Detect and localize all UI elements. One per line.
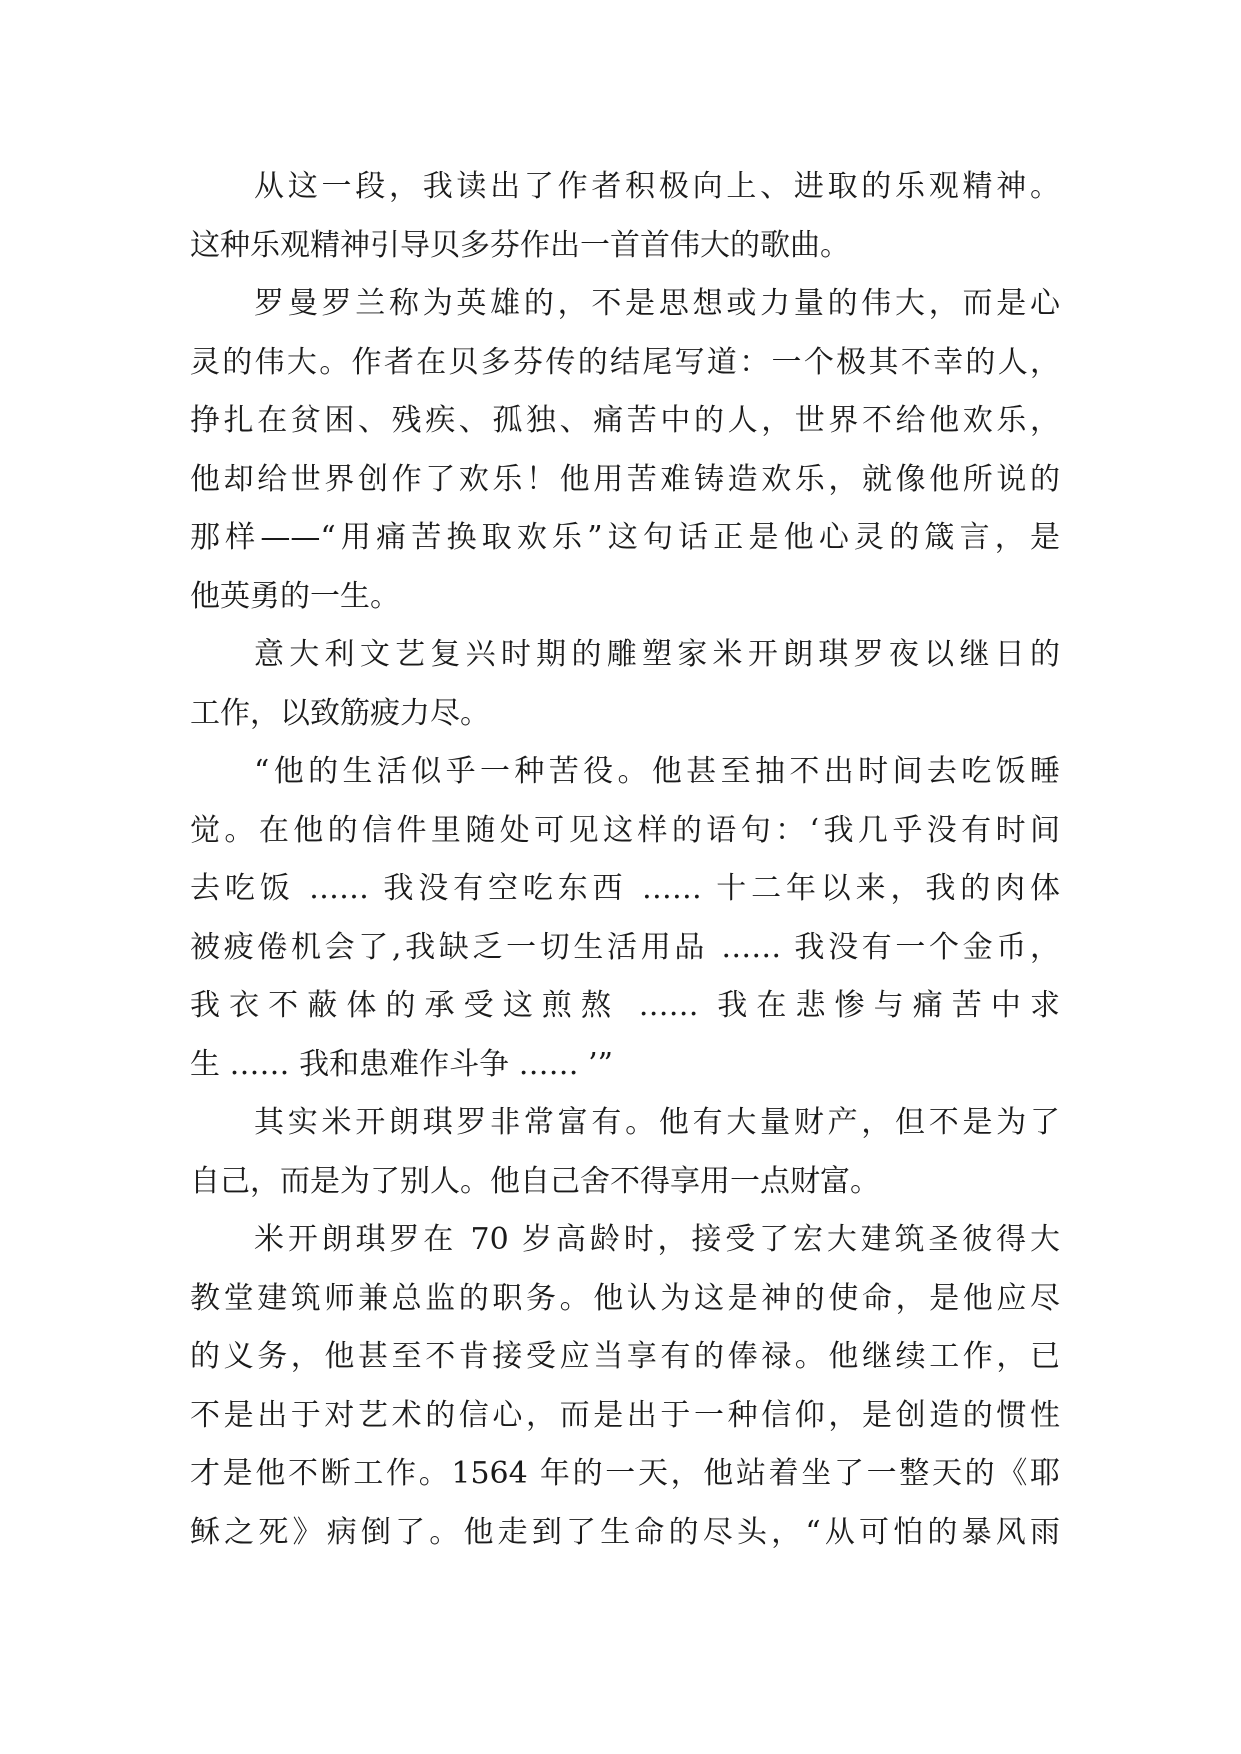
- text-line: 那样——“用痛苦换取欢乐”这句话正是他心灵的箴言，是: [190, 520, 1060, 555]
- text-line: 去吃饭 …… 我没有空吃东西 …… 十二年以来，我的肉体: [190, 871, 1060, 906]
- text-line: 挣扎在贫困、残疾、孤独、痛苦中的人，世界不给他欢乐，: [190, 403, 1060, 438]
- text-line: 从这一段，我读出了作者积极向上、进取的乐观精神。: [254, 169, 1060, 204]
- text-line: 意大利文艺复兴时期的雕塑家米开朗琪罗夜以继日的: [254, 637, 1060, 672]
- text-line: 觉。在他的信件里随处可见这样的语句：‘我几乎没有时间: [190, 812, 1060, 848]
- text-line: 这种乐观精神引导贝多芬作出一首首伟大的歌曲。: [190, 227, 850, 263]
- text-line: 不是出于对艺术的信心，而是出于一种信仰，是创造的惯性: [190, 1397, 1060, 1433]
- text-line: 教堂建筑师兼总监的职务。他认为这是神的使命，是他应尽: [190, 1280, 1060, 1316]
- text-line: 其实米开朗琪罗非常富有。他有大量财产，但不是为了: [254, 1105, 1060, 1140]
- text-line: 灵的伟大。作者在贝多芬传的结尾写道：一个极其不幸的人，: [190, 344, 1060, 380]
- text-line: 才是他不断工作。1564 年的一天，他站着坐了一整天的《耶: [190, 1456, 1060, 1491]
- text-line: 罗曼罗兰称为英雄的，不是思想或力量的伟大，而是心: [254, 286, 1060, 321]
- text-line: 工作，以致筋疲力尽。: [190, 695, 490, 731]
- body-text: [190, 158, 1060, 1562]
- text-line: 生 …… 我和患难作斗争 …… ’”: [190, 1046, 614, 1082]
- text-line: 他英勇的一生。: [190, 578, 400, 614]
- text-line: 我衣不蔽体的承受这煎熬 …… 我在悲惨与痛苦中求: [190, 988, 1060, 1023]
- text-line: 的义务，他甚至不肯接受应当享有的俸禄。他继续工作，已: [190, 1339, 1060, 1374]
- text-line: 他却给世界创作了欢乐！他用苦难铸造欢乐，就像他所说的: [190, 461, 1060, 497]
- text-line: 自己，而是为了别人。他自己舍不得享用一点财富。: [190, 1163, 880, 1199]
- text-line: 被疲倦机会了,我缺乏一切生活用品 …… 我没有一个金币，: [190, 929, 1060, 965]
- text-line: 米开朗琪罗在 70 岁高龄时，接受了宏大建筑圣彼得大: [254, 1222, 1060, 1257]
- text-line: 稣之死》病倒了。他走到了生命的尽头，“从可怕的暴风雨: [190, 1514, 1060, 1550]
- text-line: “他的生活似乎一种苦役。他甚至抽不出时间去吃饭睡: [254, 754, 1060, 789]
